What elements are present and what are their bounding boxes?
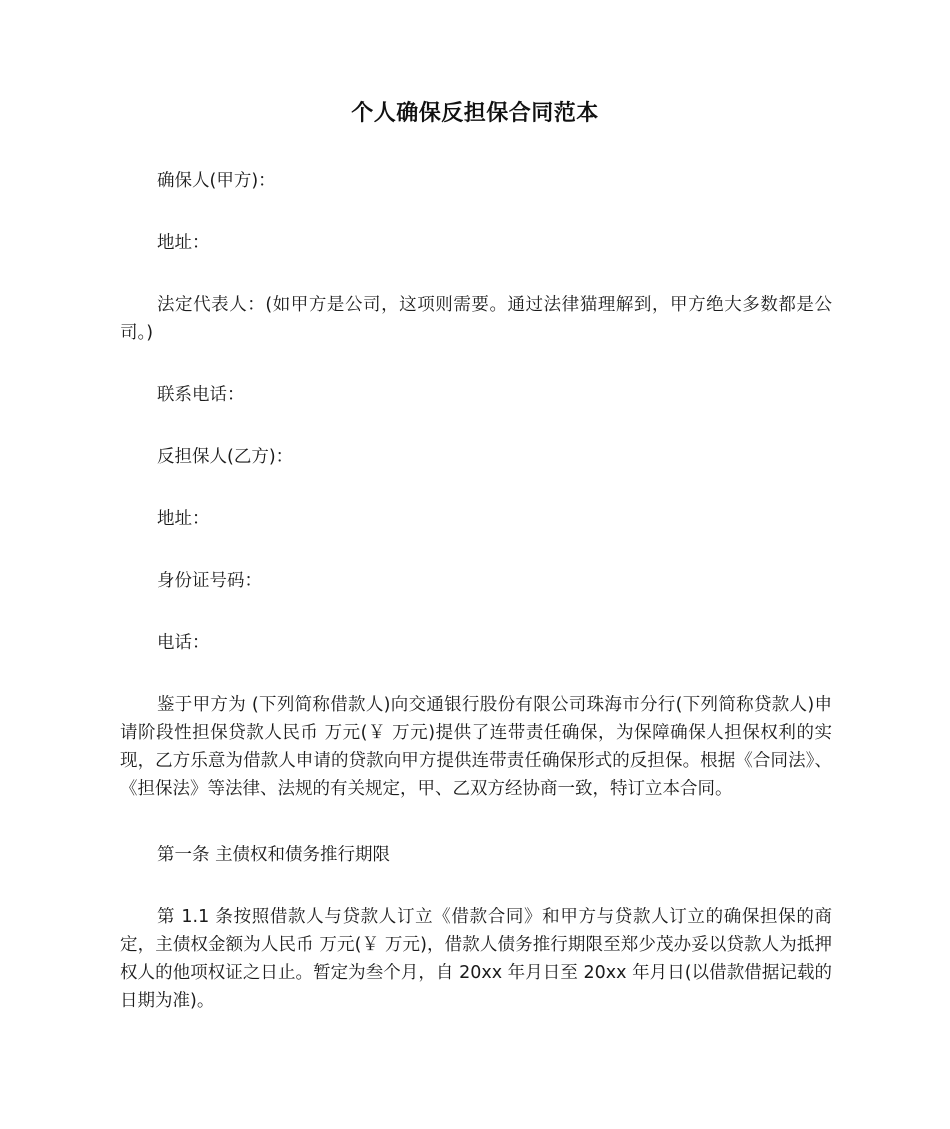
- party-a-phone: 联系电话：: [157, 385, 245, 405]
- party-a-address: 地址：: [157, 233, 210, 253]
- party-b-counter-guarantor: 反担保人(乙方)：: [157, 447, 294, 467]
- party-b-address: 地址：: [157, 509, 210, 529]
- recitals-paragraph: 鉴于甲方为 (下列简称借款人)向交通银行股份有限公司珠海市分行(下列简称贷款人)申请阶段性担保贷款人民币 万元(￥ 万元)提供了连带责任确保，为保障确保人担保权利的实现，乙方乐意为借款人申请的贷款向甲方提供连带责任确保形式的反担保。根据《合同法》、《担保法》等法律、法规的有关规定，甲、乙双方经协商一致，特订立本合同。: [120, 695, 832, 799]
- party-a-legal-representative: 法定代表人：(如甲方是公司，这项则需要。通过法律猫理解到，甲方绝大多数都是公司。): [120, 295, 832, 343]
- party-a-guarantor: 确保人(甲方)：: [157, 171, 276, 191]
- document-title: 个人确保反担保合同范本: [351, 101, 599, 126]
- article-1-1-paragraph: 第 1.1 条按照借款人与贷款人订立《借款合同》和甲方与贷款人订立的确保担保的商定，主债权金额为人民币 万元(￥ 万元)，借款人债务推行期限至郑少茂办妥以贷款人为抵押权人的他项权证之日止。暂定为叁个月，自 20xx 年月日至 20xx 年月日(以借款借据记载的日期为准)。: [120, 907, 832, 1011]
- article-1-heading: 第一条 主债权和债务推行期限: [157, 845, 391, 865]
- party-b-phone: 电话：: [157, 633, 210, 653]
- party-b-id-number: 身份证号码：: [157, 571, 262, 591]
